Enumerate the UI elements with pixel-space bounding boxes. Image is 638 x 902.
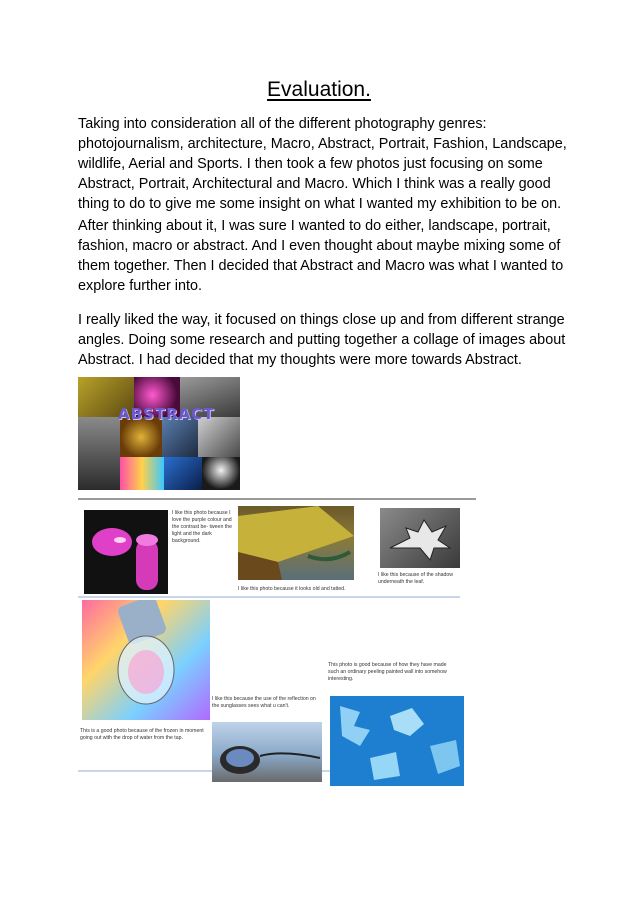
collage-tile-dark xyxy=(78,417,120,490)
leaf-photo-caption: I like this because of the shadow underneath the leaf. xyxy=(378,572,453,585)
drop-photo-caption: This is a good photo because of the frozen in moment going out with the drop of water from the tap. xyxy=(80,728,204,741)
wood-photo-caption: I like this photo because it looks old and tatted. xyxy=(238,586,346,592)
water-drop-photo xyxy=(82,600,210,720)
collage-overlay-text: ABSTRACT xyxy=(118,405,215,423)
mood-board xyxy=(78,498,476,787)
paragraph-abstract: I really liked the way, it focused on things close up and from different strange angles. Doing some research and putting together a collage of images about Abstract. I had decided that my thoughts were more towards Abstract. xyxy=(78,312,566,368)
glasses-photo-caption: I like this because the use of the reflection on the sunglasses sees what u can't. xyxy=(212,696,316,709)
collage-tile-rainbow xyxy=(120,457,164,490)
collage-tile-light xyxy=(198,417,240,457)
board-guide-line xyxy=(78,596,460,598)
purple-photo-caption: I like this photo because I love the purple colour and the contrast be- tween the light and the dark background. xyxy=(172,510,232,544)
collage-tile-blue xyxy=(162,417,198,457)
sunglasses-photo xyxy=(212,722,322,782)
paragraph-decision: After thinking about it, I was sure I wanted to do either, landscape, portrait, fashion, macro or abstract. And I even thought about maybe mixing some of them together. Then I decided that Abstract and Macro was what I wanted to explore further into. xyxy=(78,218,564,294)
blue-wall-photo xyxy=(330,696,464,786)
collage-tile-flower xyxy=(120,417,162,457)
collage-tile-blue-drop xyxy=(164,457,202,490)
paragraph-genres: Taking into consideration all of the different photography genres: photojournalism, architecture, Macro, Abstract, Portrait, Fashion, Landscape, wildlife, Aerial and Sports. I then took a few photos just focusing on some Abstract, Portrait, Architectural and Macro. Which I think was a really good thing to do to give me some insight on what I wanted my exhibition to be on. xyxy=(78,116,567,212)
collage-tile-bw xyxy=(202,457,240,490)
document-title: Evaluation. xyxy=(267,78,371,101)
peeling-wood-photo xyxy=(238,506,354,580)
purple-flower-photo xyxy=(84,510,168,594)
wall-photo-caption: This photo is good because of how they have made such an ordinary peeling painted wall into somehow interesting. xyxy=(328,662,447,682)
leaf-shadow-photo xyxy=(380,508,460,568)
abstract-collage-image xyxy=(78,377,240,490)
